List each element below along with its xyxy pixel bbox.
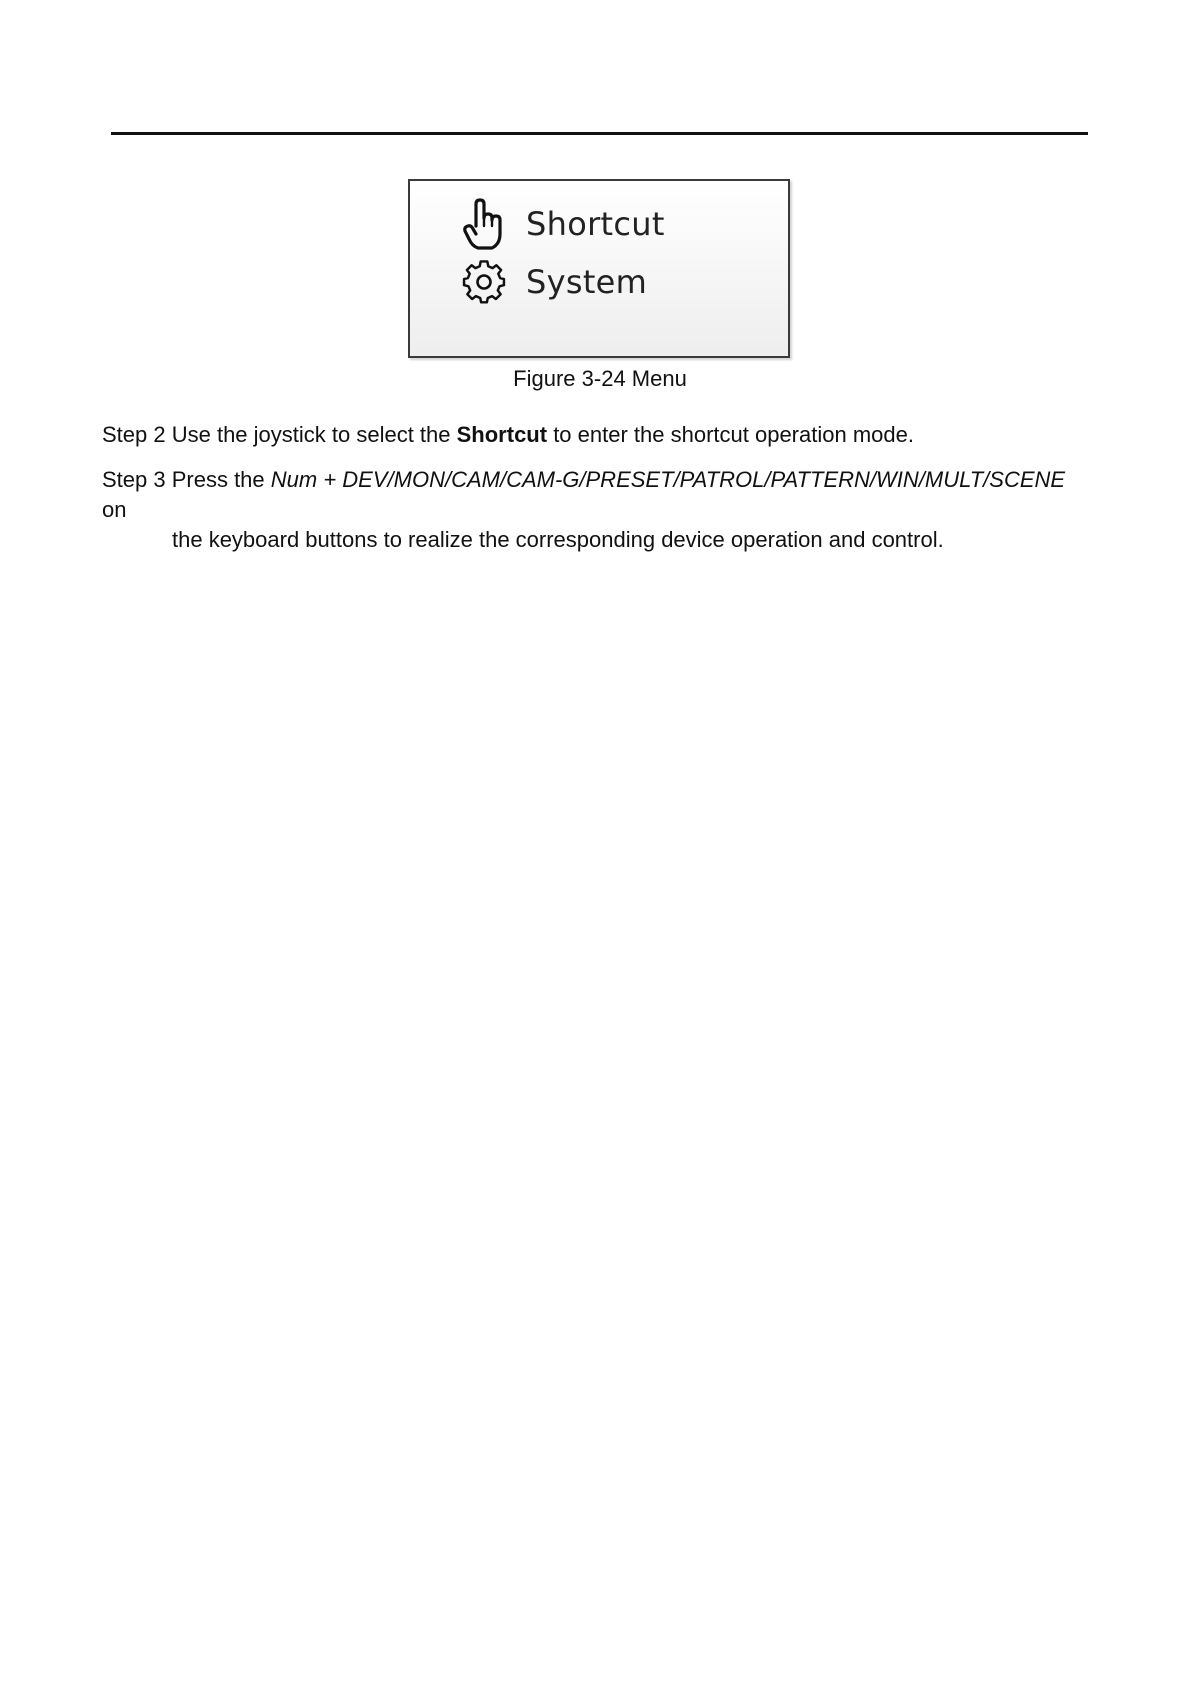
menu-item-label: Shortcut bbox=[526, 205, 665, 243]
menu-item-shortcut[interactable] bbox=[460, 196, 665, 252]
step-3-key-combo: Num + DEV/MON/CAM/CAM-G/PRESET/PATROL/PATTERN/WIN/MULT/SCENE bbox=[270, 467, 1066, 492]
header-rule bbox=[111, 132, 1088, 135]
step-2-suffix: to enter the shortcut operation mode. bbox=[547, 422, 914, 447]
menu-item-label: System bbox=[526, 263, 648, 301]
step-3-continuation: the keyboard buttons to realize the corresponding device operation and control. bbox=[172, 527, 944, 552]
step-3-suffix: on bbox=[102, 497, 127, 522]
menu-item-system[interactable] bbox=[460, 254, 647, 310]
menu-figure bbox=[408, 179, 790, 358]
figure-caption: Figure 3-24 Menu bbox=[513, 366, 687, 391]
hand-pointer-icon bbox=[460, 200, 508, 248]
step-2-text bbox=[102, 420, 914, 450]
gear-icon bbox=[460, 258, 508, 306]
step-3-text bbox=[102, 465, 1082, 555]
step-3-prefix: Step 3 Press the bbox=[102, 467, 271, 492]
step-2-shortcut-term: Shortcut bbox=[456, 422, 548, 447]
step-2-prefix: Step 2 Use the joystick to select the bbox=[102, 422, 457, 447]
